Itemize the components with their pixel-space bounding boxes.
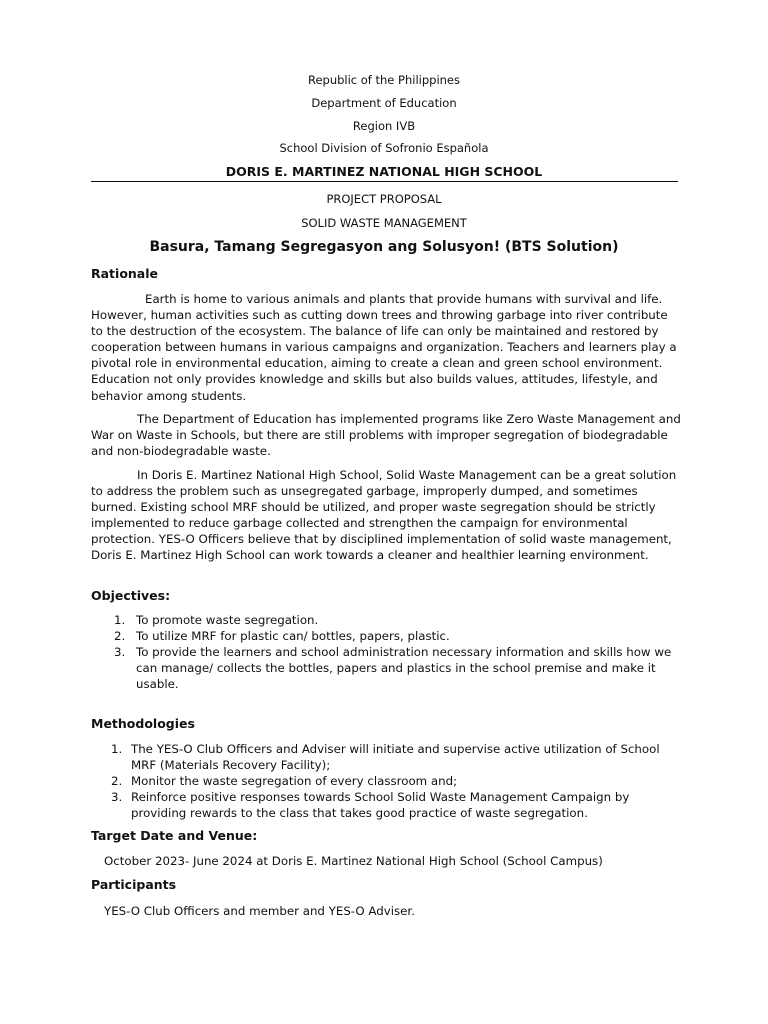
target-text: October 2023- June 2024 at Doris E. Martinez National High School (School Campus) [104, 854, 603, 868]
list-item-text: To promote waste segregation. [136, 613, 319, 627]
list-number: 3. [114, 645, 126, 660]
participants-text: YES-O Club Officers and member and YES-O Adviser. [104, 904, 415, 918]
header-country: Republic of the Philippines [307, 73, 461, 87]
list-number: 1. [114, 613, 126, 627]
list-item [114, 644, 684, 692]
list-number: 1. [111, 742, 123, 756]
rationale-paragraph-3: In Doris E. Martinez National High School, Solid Waste Management can be a great solution to address the problem such as unsegregated garbage, improperly dumped, and sometimes burned. Existing school MRF should be utilized, and proper waste segregation should be strictly implemented to reduce garbage collected and strengthen the campaign for environmental protection. YES-O Officers believe that by disciplined implementation of solid waste management, Doris E. Martinez High School can work towards a cleaner and healthier learning environment. [91, 468, 677, 563]
rationale-heading: Rationale [91, 266, 159, 281]
participants-heading: Participants [91, 877, 177, 892]
header-department: Department of Education [311, 96, 457, 110]
methodologies-list [111, 741, 684, 821]
list-item-text: Monitor the waste segregation of every classroom and; [131, 774, 458, 789]
list-item [114, 628, 684, 644]
proposal-title: Basura, Tamang Segregasyon ang Solusyon! (BTS Solution) [149, 239, 619, 255]
proposal-label: PROJECT PROPOSAL [326, 192, 442, 206]
list-item [111, 789, 684, 821]
objectives-heading: Objectives: [91, 588, 171, 603]
methodologies-heading: Methodologies [91, 716, 195, 731]
list-number: 3. [111, 790, 123, 805]
list-item-text: Reinforce positive responses towards School Solid Waste Management Campaign by providing rewards to the class that takes good practice of waste segregation. [131, 790, 630, 821]
school-name: DORIS E. MARTINEZ NATIONAL HIGH SCHOOL [225, 164, 543, 179]
list-item [111, 741, 684, 773]
list-item-text: To provide the learners and school administration necessary information and skills how we can manage/ collects the bottles, papers and plastics in the school premise and make it usable. [136, 645, 672, 692]
list-number: 2. [111, 774, 123, 789]
list-item-text: To utilize MRF for plastic can/ bottles, papers, plastic. [136, 629, 450, 644]
target-heading: Target Date and Venue: [91, 828, 258, 843]
list-item [114, 612, 684, 628]
header-division: School Division of Sofronio Española [279, 141, 489, 155]
list-number: 2. [114, 629, 126, 644]
header-region: Region IVB [352, 119, 416, 133]
objectives-list [114, 612, 684, 692]
list-item [111, 773, 684, 789]
rationale-paragraph-1: Earth is home to various animals and plants that provide humans with survival and life. However, human activities such as cutting down trees and throwing garbage into river contribute to the destruction of the ecosystem. The balance of life can only be maintained and restored by cooperation between humans in various campaigns and organization. Teachers and learners play a pivotal role in environmental education, aiming to create a clean and green school environment. Education not only provides knowledge and skills but also builds values, attitudes, lifestyle, and behavior among students. [91, 292, 677, 403]
rationale-paragraph-2: The Department of Education has implemented programs like Zero Waste Management and War on Waste in Schools, but there are still problems with improper segregation of biodegradable and non-biodegradable waste. [91, 412, 681, 459]
list-item-text: The YES-O Club Officers and Adviser will initiate and supervise active utilization of School MRF (Materials Recovery Facility); [131, 742, 660, 773]
proposal-subject: SOLID WASTE MANAGEMENT [301, 216, 467, 230]
header-divider [91, 181, 678, 182]
